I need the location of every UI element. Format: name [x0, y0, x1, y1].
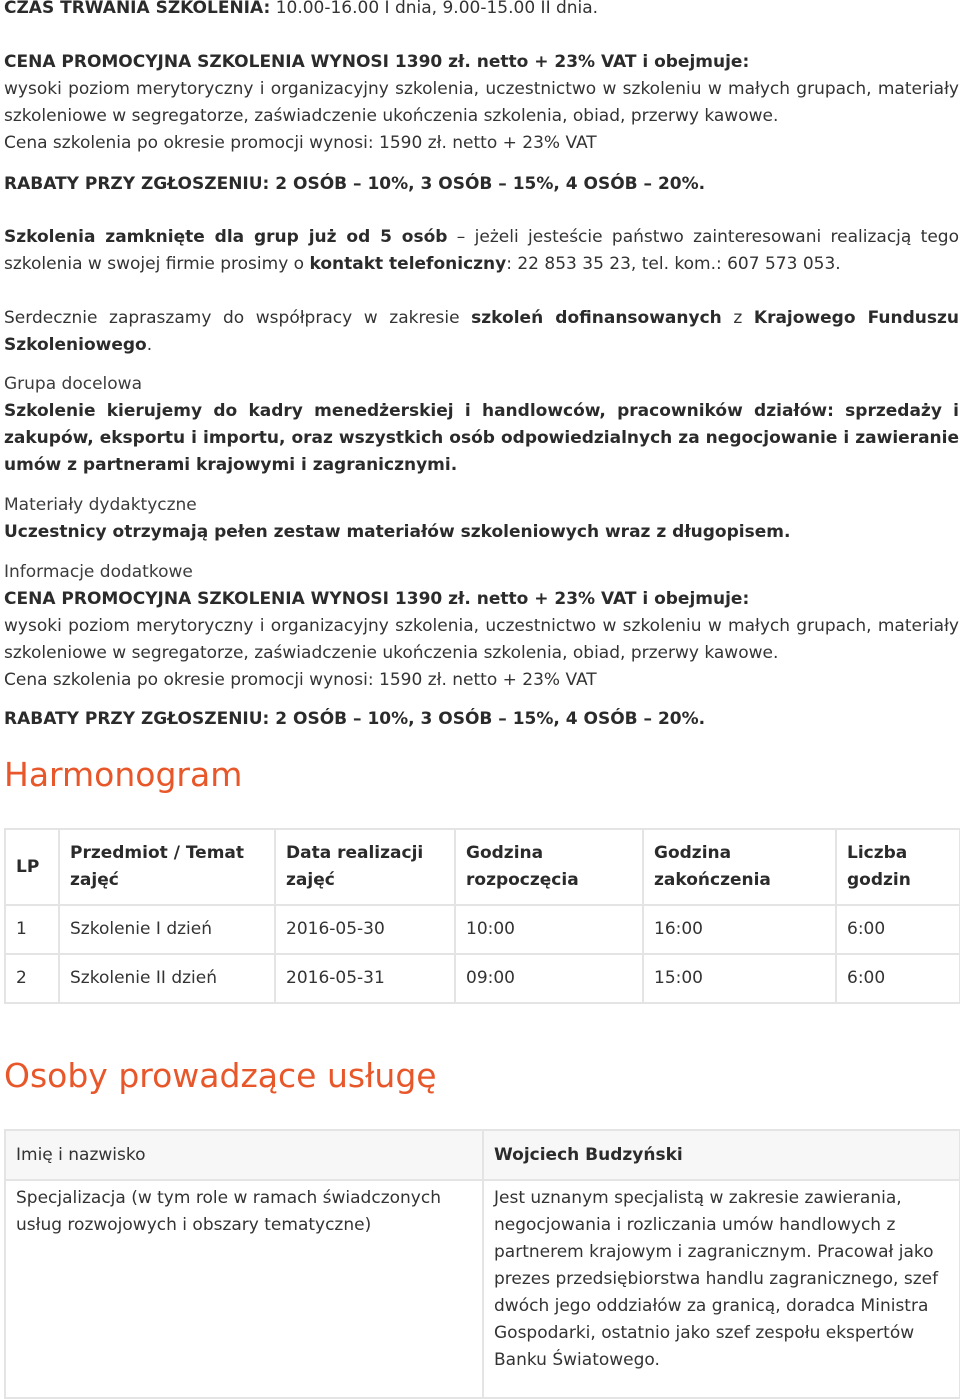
- target-group-text: Szkolenie kierujemy do kadry menedżerskiej i handlowców, pracowników działów: sprzedaży i zakupów, eksportu i importu, oraz wszystkich osób odpowiedzialnych za negocjowanie i zawieranie umów z partnerami krajowymi i zagranicznymi.: [4, 401, 959, 475]
- cell-date: 2016-05-30: [275, 905, 455, 954]
- materials-label: Materiały dydaktyczne: [4, 495, 197, 515]
- promo-description: wysoki poziom merytoryczny i organizacyjny szkolenia, uczestnictwo w szkoleniu w małych grupach, materiały szkoleniowe w segregatorze, zaświadczenie ukończenia szkolenia, obiad, przerwy kawowe.: [4, 79, 959, 126]
- additional-post-promo-price: Cena szkolenia po okresie promocji wynosi: 1590 zł. netto + 23% VAT: [4, 670, 597, 690]
- header-hours: Liczba godzin: [836, 829, 960, 905]
- header-subject: Przedmiot / Temat zajęć: [59, 829, 275, 905]
- table-row: [5, 905, 960, 954]
- promo-section: [4, 49, 959, 157]
- phone-contact-label: kontakt telefoniczny: [309, 254, 507, 274]
- cell-end-time: 15:00: [643, 954, 836, 1003]
- target-group-section: [4, 371, 959, 479]
- promo-heading: CENA PROMOCYJNA SZKOLENIA WYNOSI 1390 zł. netto + 23% VAT i obejmuje:: [4, 52, 750, 72]
- trainer-spec-row: [5, 1180, 960, 1398]
- trainers-table: [4, 1129, 960, 1399]
- materials-text: Uczestnicy otrzymają pełen zestaw materiałów szkoleniowych wraz z długopisem.: [4, 522, 791, 542]
- cell-hours: 6:00: [836, 905, 960, 954]
- cell-hours: 6:00: [836, 954, 960, 1003]
- trainer-name-row: [5, 1130, 960, 1180]
- target-group-label: Grupa docelowa: [4, 374, 142, 394]
- name-label: Imię i nazwisko: [5, 1130, 483, 1180]
- discounts-line: RABATY PRZY ZGŁOSZENIU: 2 OSÓB – 10%, 3 OSÓB – 15%, 4 OSÓB – 20%.: [4, 174, 706, 194]
- trainer-name: Wojciech Budzyński: [483, 1130, 960, 1180]
- specialization-label: Specjalizacja (w tym role w ramach świadczonych usług rozwojowych i obszary tematyczne): [5, 1180, 483, 1398]
- cell-subject: Szkolenie II dzień: [59, 954, 275, 1003]
- schedule-table: [4, 828, 960, 1004]
- cell-lp: 2: [5, 954, 59, 1003]
- trainers-title: Osoby prowadzące usługę: [4, 1056, 437, 1095]
- cell-lp: 1: [5, 905, 59, 954]
- additional-promo-description: wysoki poziom merytoryczny i organizacyjny szkolenia, uczestnictwo w szkoleniu w małych grupach, materiały szkoleniowe w segregatorze, zaświadczenie ukończenia szkolenia, obiad, przerwy kawowe.: [4, 616, 959, 663]
- duration-value: 10.00-16.00 I dnia, 9.00-15.00 II dnia.: [275, 0, 599, 18]
- schedule-header-row: [5, 829, 960, 905]
- phone-numbers: : 22 853 35 23, tel. kom.: 607 573 053.: [506, 254, 841, 274]
- duration-label: CZAS TRWANIA SZKOLENIA:: [4, 0, 271, 18]
- invitation-paragraph: Serdecznie zapraszamy do współpracy w zakresie szkoleń dofinansowanych z Krajowego Funduszu Szkoleniowego.: [4, 308, 959, 355]
- post-promo-price: Cena szkolenia po okresie promocji wynosi: 1590 zł. netto + 23% VAT: [4, 133, 597, 153]
- materials-section: [4, 492, 959, 546]
- header-start-time: Godzina rozpoczęcia: [455, 829, 643, 905]
- additional-promo-heading: CENA PROMOCYJNA SZKOLENIA WYNOSI 1390 zł. netto + 23% VAT i obejmuje:: [4, 589, 750, 609]
- schedule-title: Harmonogram: [4, 755, 243, 794]
- cell-start-time: 09:00: [455, 954, 643, 1003]
- additional-info-section: [4, 559, 959, 694]
- duration-line: [4, 0, 959, 22]
- cell-date: 2016-05-31: [275, 954, 455, 1003]
- header-lp: LP: [5, 829, 59, 905]
- cell-start-time: 10:00: [455, 905, 643, 954]
- table-row: [5, 954, 960, 1003]
- specialization-text: Jest uznanym specjalistą w zakresie zawierania, negocjowania i rozliczania umów handlowych z partnerem krajowym i zagranicznym. Pracował jako prezes przedsiębiorstwa handlu zagranicznego, szef dwóch jego oddziałów za granicą, doradca Ministra Gospodarki, ostatnio jako szef zespołu ekspertów Banku Światowego.: [483, 1180, 960, 1398]
- closed-training-bold: Szkolenia zamknięte dla grup już od 5 osób: [4, 227, 448, 247]
- cell-subject: Szkolenie I dzień: [59, 905, 275, 954]
- additional-info-label: Informacje dodatkowe: [4, 562, 193, 582]
- funded-trainings: szkoleń dofinansowanych: [471, 308, 722, 328]
- additional-discounts-line: RABATY PRZY ZGŁOSZENIU: 2 OSÓB – 10%, 3 OSÓB – 15%, 4 OSÓB – 20%.: [4, 709, 706, 729]
- header-date: Data realizacji zajęć: [275, 829, 455, 905]
- closed-training-info: Szkolenia zamknięte dla grup już od 5 osób – jeżeli jesteście państwo zainteresowani realizacją tego szkolenia w swojej firmie prosimy o kontakt telefoniczny: 22 853 35 23, tel. kom.: 607 573 053.: [4, 227, 959, 274]
- header-end-time: Godzina zakończenia: [643, 829, 836, 905]
- kfs-fund: Krajowego Funduszu Szkoleniowego: [4, 308, 959, 355]
- cell-end-time: 16:00: [643, 905, 836, 954]
